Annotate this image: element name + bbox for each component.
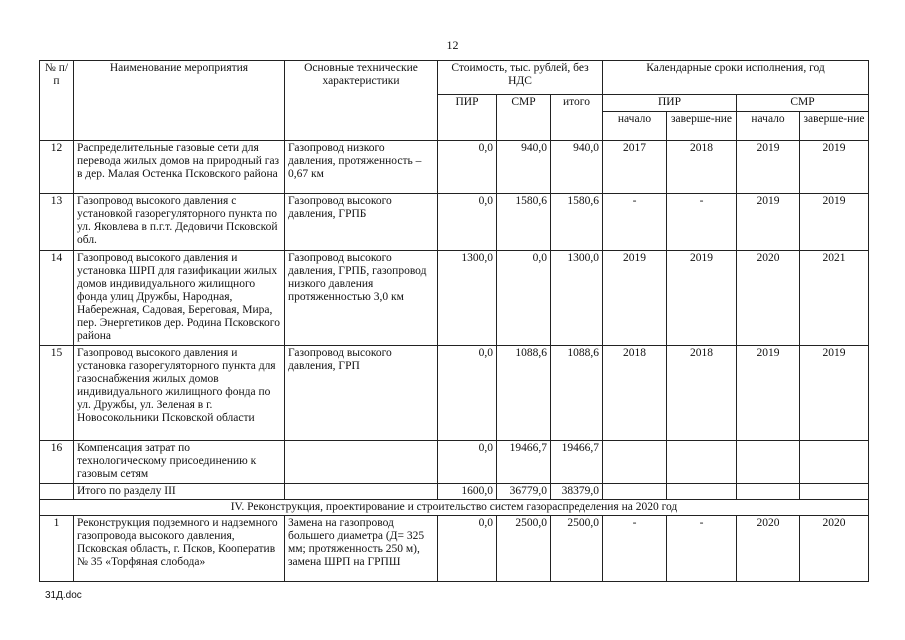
row-smr-end <box>800 441 869 484</box>
header-dates-smr: СМР <box>737 95 869 112</box>
header-smr: СМР <box>497 95 551 141</box>
row-tech <box>285 441 438 484</box>
table-row <box>40 516 869 582</box>
row-pir-start: - <box>603 194 667 251</box>
file-name-footer: 31Д.doc <box>45 590 82 601</box>
row-pir-start: 2019 <box>603 251 667 346</box>
row-pir-end: 2019 <box>667 251 737 346</box>
row-name: Распределительные газовые сети для перевода жилых домов на природный газ в дер. Малая Остенка Псковского района <box>74 141 285 194</box>
header-pir-end: заверше-ние <box>667 112 737 141</box>
row-smr-cost: 2500,0 <box>497 516 551 582</box>
table-row <box>40 441 869 484</box>
row-smr-end: 2021 <box>800 251 869 346</box>
row-pir-end: 2018 <box>667 346 737 441</box>
row-tech: Газопровод высокого давления, ГРПБ <box>285 194 438 251</box>
header-total: итого <box>551 95 603 141</box>
row-pir-end <box>667 441 737 484</box>
header-dates-pir: ПИР <box>603 95 737 112</box>
row-pir-end: 2018 <box>667 141 737 194</box>
table-row <box>40 251 869 346</box>
row-smr-start: 2019 <box>737 141 800 194</box>
row-tech: Замена на газопровод большего диаметра (Д= 325 мм; протяженность 250 м), замена ШРП на ГРПШ <box>285 516 438 582</box>
row-total-cost: 1300,0 <box>551 251 603 346</box>
row-pir-cost: 0,0 <box>438 346 497 441</box>
table-row <box>40 346 869 441</box>
table-row <box>40 194 869 251</box>
row-smr-cost: 940,0 <box>497 141 551 194</box>
row-pir-end: - <box>667 194 737 251</box>
header-dates: Календарные сроки исполнения, год <box>603 61 869 95</box>
row-name: Компенсация затрат по технологическому присоединению к газовым сетям <box>74 441 285 484</box>
row-name: Газопровод высокого давления и установка газорегуляторного пункта для газоснабжения жилых домов индивидуального жилищного фонда по ул. Дружбы, ул. Зеленая в г. Новосокольники Псковской области <box>74 346 285 441</box>
header-num: № п/п <box>40 61 74 141</box>
row-smr-end: 2019 <box>800 194 869 251</box>
row-smr-cost: 19466,7 <box>497 441 551 484</box>
row-smr-start: 2019 <box>737 346 800 441</box>
header-smr-end: заверше-ние <box>800 112 869 141</box>
row-total-cost: 2500,0 <box>551 516 603 582</box>
row-smr-cost: 0,0 <box>497 251 551 346</box>
row-smr-cost: 1580,6 <box>497 194 551 251</box>
works-table <box>39 60 869 582</box>
row-pir-cost: 0,0 <box>438 141 497 194</box>
page-number: 12 <box>446 38 459 52</box>
subtotal-pir: 1600,0 <box>438 484 497 500</box>
row-num: 1 <box>40 516 74 582</box>
header-tech: Основные технические характеристики <box>285 61 438 141</box>
row-total-cost: 940,0 <box>551 141 603 194</box>
row-pir-start: 2018 <box>603 346 667 441</box>
row-smr-start: 2020 <box>737 516 800 582</box>
row-smr-end: 2019 <box>800 346 869 441</box>
row-num: 13 <box>40 194 74 251</box>
row-pir-end: - <box>667 516 737 582</box>
row-name: Газопровод высокого давления и установка ШРП для газификации жилых домов индивидуального жилищного фонда улиц Дружбы, Народная, Набережная, Садовая, Береговая, Мира, пер. Энергетиков дер. Родина Псковского района <box>74 251 285 346</box>
row-pir-start: - <box>603 516 667 582</box>
row-num: 15 <box>40 346 74 441</box>
row-smr-end: 2019 <box>800 141 869 194</box>
row-smr-start: 2020 <box>737 251 800 346</box>
row-total-cost: 1088,6 <box>551 346 603 441</box>
section-heading-row <box>40 500 869 516</box>
header-pir: ПИР <box>438 95 497 141</box>
row-pir-start <box>603 441 667 484</box>
row-tech: Газопровод низкого давления, протяженность – 0,67 км <box>285 141 438 194</box>
table-row <box>40 141 869 194</box>
row-smr-cost: 1088,6 <box>497 346 551 441</box>
row-smr-end: 2020 <box>800 516 869 582</box>
subtotal-label: Итого по разделу III <box>74 484 285 500</box>
row-pir-cost: 0,0 <box>438 441 497 484</box>
subtotal-total: 38379,0 <box>551 484 603 500</box>
header-smr-start: начало <box>737 112 800 141</box>
row-smr-start: 2019 <box>737 194 800 251</box>
row-tech: Газопровод высокого давления, ГРП <box>285 346 438 441</box>
header-name: Наименование мероприятия <box>74 61 285 141</box>
row-num: 16 <box>40 441 74 484</box>
subtotal-smr: 36779,0 <box>497 484 551 500</box>
row-num: 14 <box>40 251 74 346</box>
row-smr-start <box>737 441 800 484</box>
header-cost: Стоимость, тыс. рублей, без НДС <box>438 61 603 95</box>
subtotal-row <box>40 484 869 500</box>
row-total-cost: 1580,6 <box>551 194 603 251</box>
header-row-1 <box>40 61 869 95</box>
row-name: Газопровод высокого давления с установкой газорегуляторного пункта по ул. Яковлева в п.г.т. Дедовичи Псковской обл. <box>74 194 285 251</box>
row-pir-cost: 0,0 <box>438 194 497 251</box>
section-title: IV. Реконструкция, проектирование и строительство систем газораспределения на 2020 год <box>40 500 869 516</box>
row-num: 12 <box>40 141 74 194</box>
row-name: Реконструкция подземного и надземного газопровода высокого давления, Псковская область, г. Псков, Кооператив № 35 «Торфяная слобода» <box>74 516 285 582</box>
row-pir-start: 2017 <box>603 141 667 194</box>
header-pir-start: начало <box>603 112 667 141</box>
row-pir-cost: 1300,0 <box>438 251 497 346</box>
row-tech: Газопровод высокого давления, ГРПБ, газопровод низкого давления протяженностью 3,0 км <box>285 251 438 346</box>
row-pir-cost: 0,0 <box>438 516 497 582</box>
row-total-cost: 19466,7 <box>551 441 603 484</box>
